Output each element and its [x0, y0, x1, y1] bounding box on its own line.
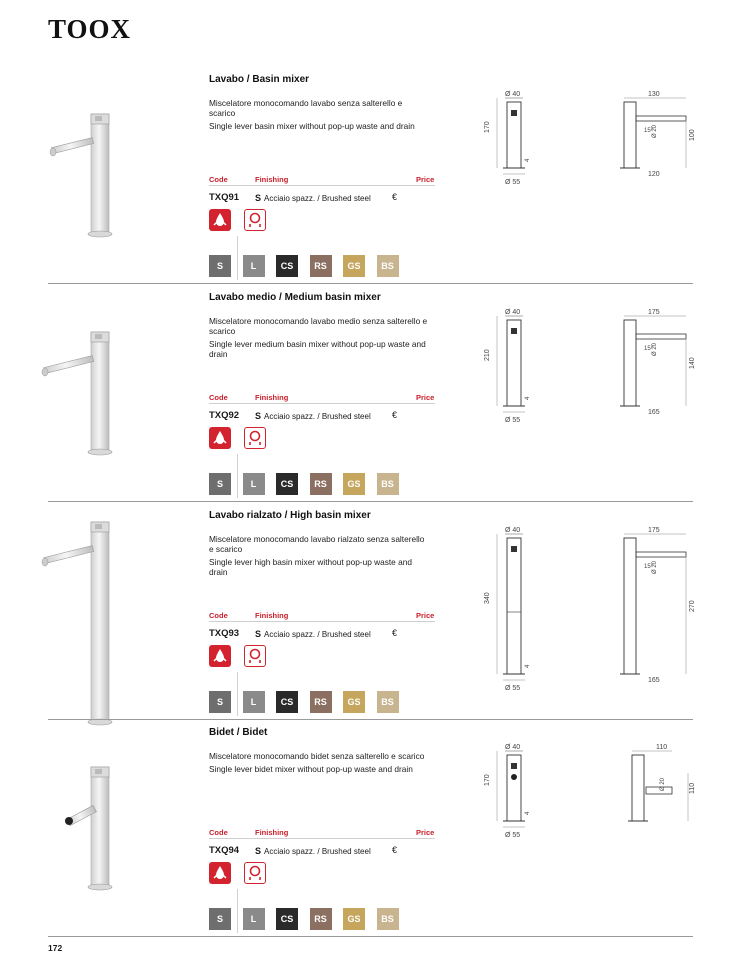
product-description: [209, 98, 429, 134]
dim-height: 210: [484, 349, 491, 361]
dim-top-diameter: Ø 40: [505, 527, 521, 534]
finishing-header: Finishing: [255, 828, 289, 837]
finish-swatch-cs[interactable]: CS: [276, 691, 298, 713]
water-saving-icon: [209, 427, 231, 449]
finish-swatch-bs[interactable]: BS: [377, 691, 399, 713]
dim-angle: 15°: [644, 564, 654, 570]
dim-base-thickness: 4: [525, 396, 531, 400]
side-view: [610, 524, 700, 699]
front-view-drawing: [485, 88, 545, 198]
product-title: Lavabo / Basin mixer: [209, 74, 310, 85]
product-code: TXQ94: [209, 845, 240, 856]
price-header: Price: [416, 393, 435, 402]
finishing-code: S: [255, 846, 262, 856]
dim-base-length: 165: [648, 409, 660, 416]
finish-swatch-cs[interactable]: CS: [276, 473, 298, 495]
finishing-value: [255, 846, 371, 856]
finishing-value: [255, 411, 371, 421]
finish-swatch-cs[interactable]: CS: [276, 255, 298, 277]
dim-reach: 175: [648, 309, 660, 316]
front-view: [485, 741, 545, 856]
price-header: Price: [416, 611, 435, 620]
front-view: [485, 524, 545, 709]
side-view: [610, 88, 700, 193]
dim-angle: 15°: [644, 346, 654, 352]
side-view-drawing: [610, 306, 700, 426]
finishing-value: [255, 629, 371, 639]
dim-spout-diameter: Ø 20: [652, 124, 658, 138]
finishing-code: S: [255, 411, 262, 421]
faucet-image: [45, 86, 165, 276]
side-view: [610, 741, 700, 846]
swatch-divider: [237, 889, 238, 933]
dim-bottom-diameter: Ø 55: [505, 179, 521, 186]
finishing-name: Acciaio spazz. / Brushed steel: [264, 412, 371, 421]
dim-top-diameter: Ø 40: [505, 91, 521, 98]
front-view: [485, 88, 545, 203]
faucet-image: [45, 739, 165, 929]
dim-reach: 110: [656, 744, 668, 751]
product-section: [0, 66, 742, 283]
dim-spout-height: 100: [689, 129, 696, 141]
finishing-value: [255, 193, 371, 203]
product-section: [0, 284, 742, 501]
product-description: [209, 751, 429, 777]
side-view-drawing: [610, 741, 700, 841]
side-view: [610, 306, 700, 431]
product-image: [45, 514, 165, 704]
dim-height: 170: [484, 774, 491, 786]
product-code: TXQ93: [209, 628, 240, 639]
faucet-image: [45, 304, 165, 494]
dim-spout-diameter: Ø 20: [660, 777, 666, 791]
finish-swatch-bs[interactable]: BS: [377, 255, 399, 277]
dim-reach: 175: [648, 527, 660, 534]
side-view-drawing: [610, 88, 700, 188]
faucet-image: [45, 514, 165, 704]
description-english: Single lever medium basin mixer without pop-up waste and drain: [209, 339, 426, 359]
finishing-header: Finishing: [255, 611, 289, 620]
product-title: Lavabo rialzato / High basin mixer: [209, 510, 371, 521]
dim-height: 340: [484, 592, 491, 604]
finish-swatch-bs[interactable]: BS: [377, 473, 399, 495]
code-header: Code: [209, 175, 228, 184]
finish-swatch-gs[interactable]: GS: [343, 473, 365, 495]
water-saving-icon: [209, 645, 231, 667]
side-view-drawing: [610, 524, 700, 694]
header-divider: [209, 403, 435, 404]
finish-swatch-s[interactable]: S: [209, 473, 231, 495]
dim-base-length: 165: [648, 677, 660, 684]
dim-top-diameter: Ø 40: [505, 744, 521, 751]
description-italian: Miscelatore monocomando lavabo rialzato senza salterello e scarico: [209, 534, 425, 554]
finishing-code: S: [255, 629, 262, 639]
dim-spout-height: 110: [689, 782, 696, 794]
finishing-name: Acciaio spazz. / Brushed steel: [264, 194, 371, 203]
code-header: Code: [209, 611, 228, 620]
brand-logo: TOOX: [48, 14, 132, 44]
dim-bottom-diameter: Ø 55: [505, 685, 521, 692]
swatch-divider: [237, 672, 238, 716]
dim-base-thickness: 4: [525, 664, 531, 668]
product-description: [209, 316, 429, 362]
finish-swatch-s[interactable]: S: [209, 908, 231, 930]
finish-swatch-rs[interactable]: RS: [310, 691, 332, 713]
finish-swatch-l[interactable]: L: [243, 908, 265, 930]
code-header: Code: [209, 393, 228, 402]
finish-swatch-gs[interactable]: GS: [343, 908, 365, 930]
description-italian: Miscelatore monocomando lavabo medio senza salterello e scarico: [209, 316, 428, 336]
dim-bottom-diameter: Ø 55: [505, 832, 521, 839]
price-value: €: [392, 192, 398, 202]
swatch-divider: [237, 236, 238, 280]
code-header: Code: [209, 828, 228, 837]
description-english: Single lever basin mixer without pop-up waste and drain: [209, 121, 415, 131]
water-saving-icon: [209, 209, 231, 231]
finish-swatch-l[interactable]: L: [243, 255, 265, 277]
price-value: €: [392, 628, 398, 638]
cold-start-icon: [244, 862, 266, 884]
finish-swatch-gs[interactable]: GS: [343, 691, 365, 713]
finish-swatch-rs[interactable]: RS: [310, 908, 332, 930]
product-title: Bidet / Bidet: [209, 727, 268, 738]
price-value: €: [392, 410, 398, 420]
price-header: Price: [416, 828, 435, 837]
price-header: Price: [416, 175, 435, 184]
description-italian: Miscelatore monocomando lavabo senza salterello e scarico: [209, 98, 403, 118]
description-english: Single lever bidet mixer without pop-up waste and drain: [209, 764, 413, 774]
finishing-header: Finishing: [255, 393, 289, 402]
dim-top-diameter: Ø 40: [505, 309, 521, 316]
product-image: [45, 304, 165, 494]
finishing-code: S: [255, 193, 262, 203]
product-section: [0, 502, 742, 719]
finish-swatch-gs[interactable]: GS: [343, 255, 365, 277]
product-description: [209, 534, 429, 580]
section-divider: [48, 936, 693, 937]
swatch-divider: [237, 454, 238, 498]
finish-swatch-s[interactable]: S: [209, 255, 231, 277]
water-saving-icon: [209, 862, 231, 884]
dim-base-length: 120: [648, 171, 660, 178]
cold-start-icon: [244, 209, 266, 231]
dim-spout-diameter: Ø 20: [652, 560, 658, 574]
header-divider: [209, 838, 435, 839]
page-number: 172: [48, 943, 63, 953]
dim-bottom-diameter: Ø 55: [505, 417, 521, 424]
front-view: [485, 306, 545, 441]
front-view-drawing: [485, 524, 545, 704]
product-section: [0, 719, 742, 936]
dim-spout-height: 270: [689, 600, 696, 612]
product-image: [45, 739, 165, 929]
dim-angle: 15°: [644, 128, 654, 134]
finish-swatch-cs[interactable]: CS: [276, 908, 298, 930]
description-italian: Miscelatore monocomando bidet senza salterello e scarico: [209, 751, 425, 761]
front-view-drawing: [485, 741, 545, 851]
product-code: TXQ92: [209, 410, 240, 421]
price-value: €: [392, 845, 398, 855]
finishing-header: Finishing: [255, 175, 289, 184]
finish-swatch-l[interactable]: L: [243, 473, 265, 495]
cold-start-icon: [244, 427, 266, 449]
product-image: [45, 86, 165, 276]
header-divider: [209, 621, 435, 622]
finish-swatch-rs[interactable]: RS: [310, 255, 332, 277]
finishing-name: Acciaio spazz. / Brushed steel: [264, 630, 371, 639]
cold-start-icon: [244, 645, 266, 667]
product-title: Lavabo medio / Medium basin mixer: [209, 292, 381, 303]
dim-spout-diameter: Ø 20: [652, 342, 658, 356]
dim-reach: 130: [648, 91, 660, 98]
finishing-name: Acciaio spazz. / Brushed steel: [264, 847, 371, 856]
finish-swatch-rs[interactable]: RS: [310, 473, 332, 495]
header-divider: [209, 185, 435, 186]
finish-swatch-bs[interactable]: BS: [377, 908, 399, 930]
front-view-drawing: [485, 306, 545, 436]
finish-swatch-l[interactable]: L: [243, 691, 265, 713]
dim-base-thickness: 4: [525, 811, 531, 815]
dim-base-thickness: 4: [525, 158, 531, 162]
dim-spout-height: 140: [689, 357, 696, 369]
description-english: Single lever high basin mixer without pop-up waste and drain: [209, 557, 412, 577]
product-code: TXQ91: [209, 192, 240, 203]
finish-swatch-s[interactable]: S: [209, 691, 231, 713]
dim-height: 170: [484, 121, 491, 133]
